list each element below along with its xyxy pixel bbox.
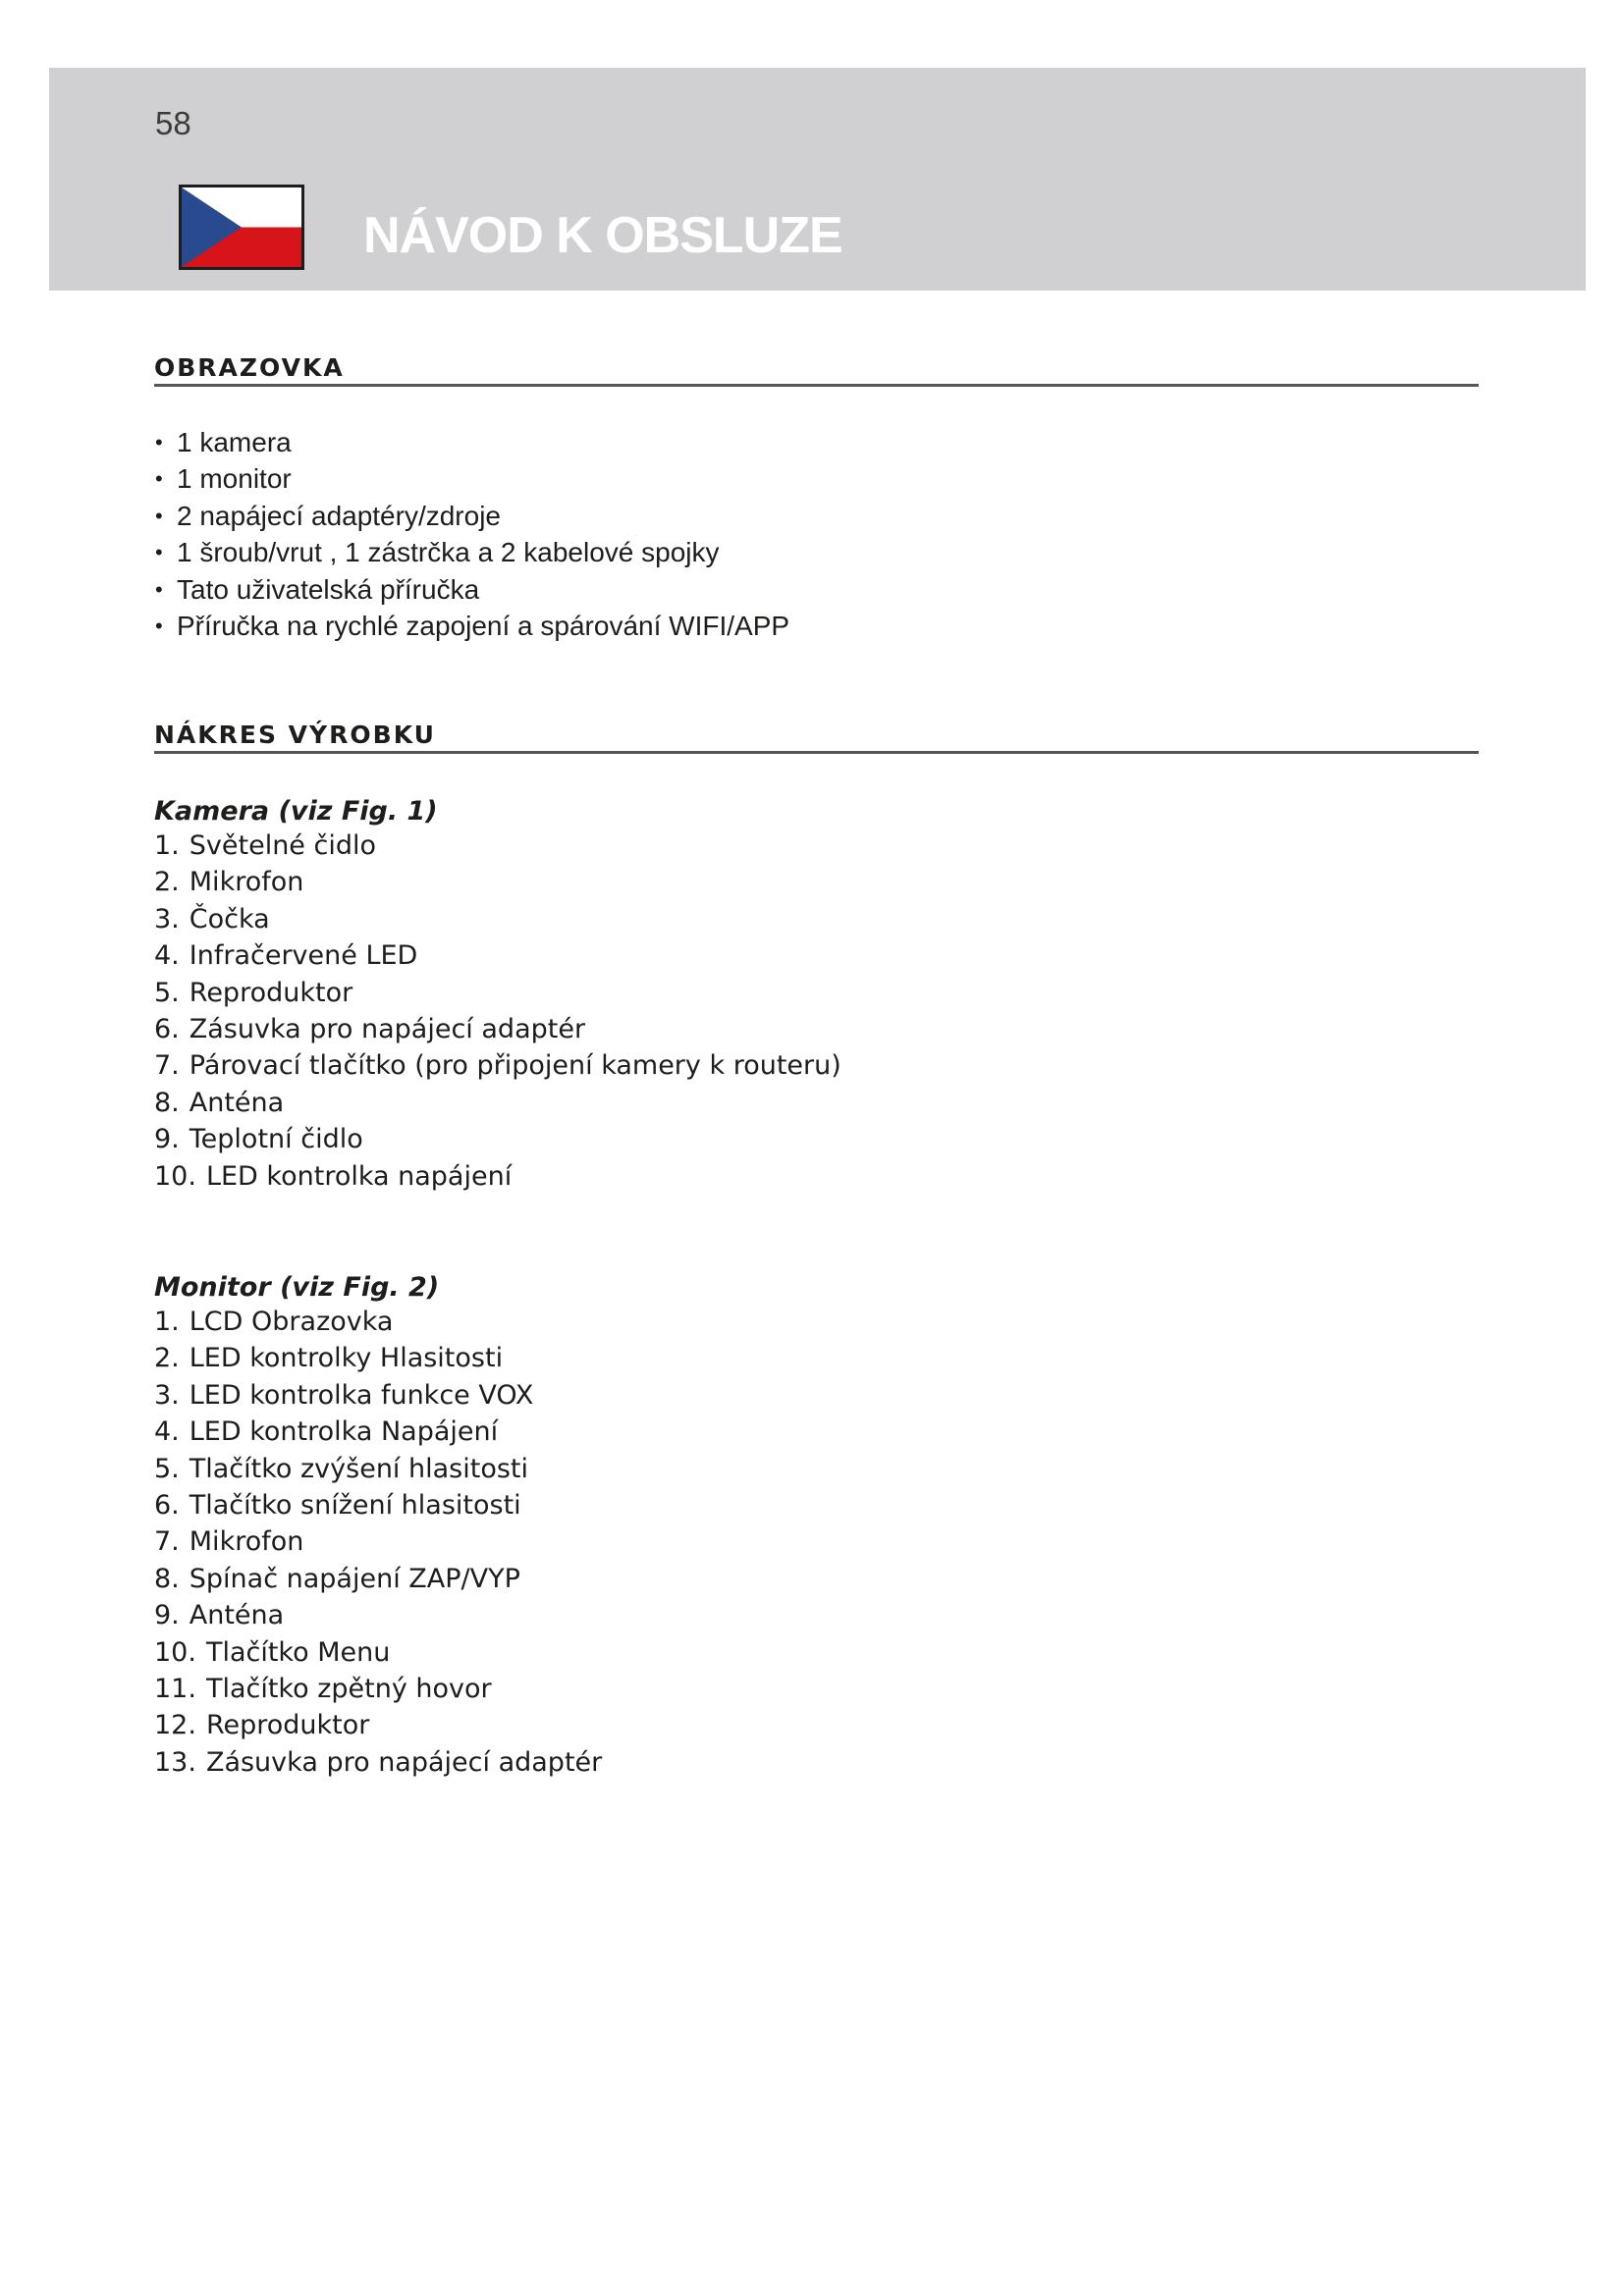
section-heading-drawing: NÁKRES VÝROBKU	[154, 722, 1479, 754]
list-item: 6. Zásuvka pro napájecí adaptér	[154, 1014, 586, 1045]
list-item: 11. Tlačítko zpětný hovor	[154, 1674, 492, 1705]
list-item: 10. Tlačítko Menu	[154, 1636, 391, 1668]
package-contents-list	[155, 424, 789, 644]
list-item: 6. Tlačítko snížení hlasitosti	[154, 1490, 521, 1522]
list-item: 2. Mikrofon	[154, 867, 304, 898]
list-item: 4. Infračervené LED	[154, 940, 418, 972]
monitor-heading: Monitor (viz Fig. 2)	[154, 1272, 440, 1303]
list-item: • Příručka na rychlé zapojení a spárování WIFI/APP	[155, 608, 789, 644]
list-item: 9. Anténa	[154, 1600, 285, 1631]
list-item: 1. Světelné čidlo	[154, 830, 377, 861]
list-item: 5. Tlačítko zvýšení hlasitosti	[154, 1453, 529, 1484]
document-title: NÁVOD K OBSLUZE	[363, 207, 842, 264]
list-item: 12. Reproduktor	[154, 1710, 370, 1741]
list-item: 13. Zásuvka pro napájecí adaptér	[154, 1746, 603, 1778]
section-heading-contents: OBRAZOVKA	[154, 355, 1479, 387]
header-band	[49, 68, 1586, 291]
camera-heading: Kamera (viz Fig. 1)	[154, 796, 438, 827]
list-item: 10. LED kontrolka napájení	[154, 1160, 513, 1192]
list-item: 1. LCD Obrazovka	[154, 1307, 394, 1337]
list-item: 7. Párovací tlačítko (pro připojení kamery k routeru)	[154, 1050, 841, 1082]
page-number: 58	[155, 105, 191, 141]
list-item: 9. Teplotní čidlo	[154, 1124, 363, 1155]
monitor-parts-list	[154, 1304, 602, 1781]
list-item: 5. Reproduktor	[154, 977, 353, 1008]
list-item: • 1 šroub/vrut , 1 zástrčka a 2 kabelové spojky	[155, 534, 789, 570]
list-item: • Tato uživatelská příručka	[155, 571, 789, 608]
list-item: • 1 monitor	[155, 460, 789, 497]
list-item: • 1 kamera	[155, 424, 789, 460]
list-item: 4. LED kontrolka Napájení	[154, 1416, 499, 1448]
list-item: 3. Čočka	[154, 903, 270, 934]
list-item: 8. Spínač napájení ZAP/VYP	[154, 1563, 520, 1594]
list-item: 8. Anténa	[154, 1087, 285, 1118]
czech-flag-icon	[179, 185, 304, 270]
camera-parts-list	[154, 828, 841, 1195]
list-item: 2. LED kontrolky Hlasitosti	[154, 1343, 504, 1374]
list-item: 7. Mikrofon	[154, 1526, 304, 1558]
list-item: 3. LED kontrolka funkce VOX	[154, 1379, 534, 1411]
list-item: • 2 napájecí adaptéry/zdroje	[155, 498, 789, 534]
